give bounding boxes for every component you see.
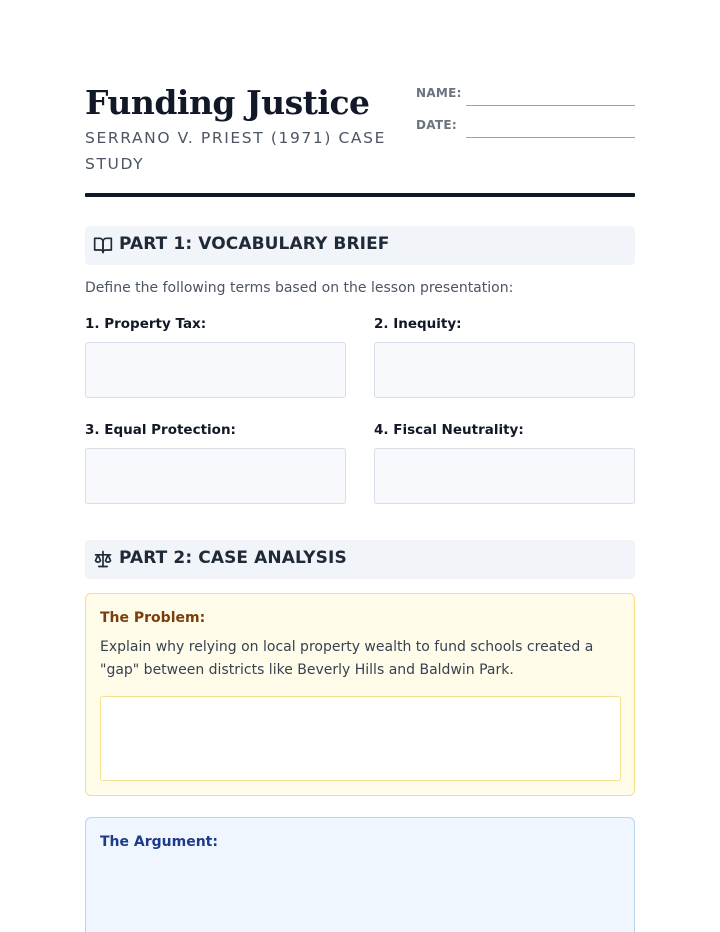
part1-heading-label: PART 1: VOCABULARY BRIEF xyxy=(119,234,390,254)
answer-box-equal-protection[interactable] xyxy=(85,448,346,504)
term-label-fiscal-neutrality: 4. Fiscal Neutrality: xyxy=(374,422,524,438)
problem-card xyxy=(85,593,635,796)
answer-box-property-tax[interactable] xyxy=(85,342,346,398)
scales-icon xyxy=(93,549,113,569)
worksheet-page xyxy=(85,0,635,932)
problem-answer-box[interactable] xyxy=(100,696,621,781)
problem-title: The Problem: xyxy=(100,610,206,626)
name-label: NAME: xyxy=(416,86,462,100)
answer-box-inequity[interactable] xyxy=(374,342,635,398)
header-divider xyxy=(85,193,635,197)
date-line[interactable] xyxy=(466,137,635,138)
argument-title: The Argument: xyxy=(100,834,218,850)
argument-card xyxy=(85,817,635,932)
worksheet-header xyxy=(85,82,635,198)
name-field[interactable] xyxy=(416,82,635,106)
term-label-inequity: 2. Inequity: xyxy=(374,316,462,332)
part1-instructions: Define the following terms based on the lesson presentation: xyxy=(85,280,514,296)
part2-heading xyxy=(85,540,635,579)
date-field[interactable] xyxy=(416,114,635,138)
problem-prompt: Explain why relying on local property wealth to fund schools created a "gap" between districts like Beverly Hills and Baldwin Park. xyxy=(100,639,594,678)
page-subtitle: SERRANO V. PRIEST (1971) CASE STUDY xyxy=(85,129,386,173)
open-book-icon xyxy=(93,235,113,255)
part1-heading xyxy=(85,226,635,265)
date-label: DATE: xyxy=(416,118,457,132)
term-label-equal-protection: 3. Equal Protection: xyxy=(85,422,236,438)
name-line[interactable] xyxy=(466,105,635,106)
page-title: Funding Justice xyxy=(85,83,370,122)
term-label-property-tax: 1. Property Tax: xyxy=(85,316,207,332)
part2-heading-label: PART 2: CASE ANALYSIS xyxy=(119,548,347,568)
answer-box-fiscal-neutrality[interactable] xyxy=(374,448,635,504)
